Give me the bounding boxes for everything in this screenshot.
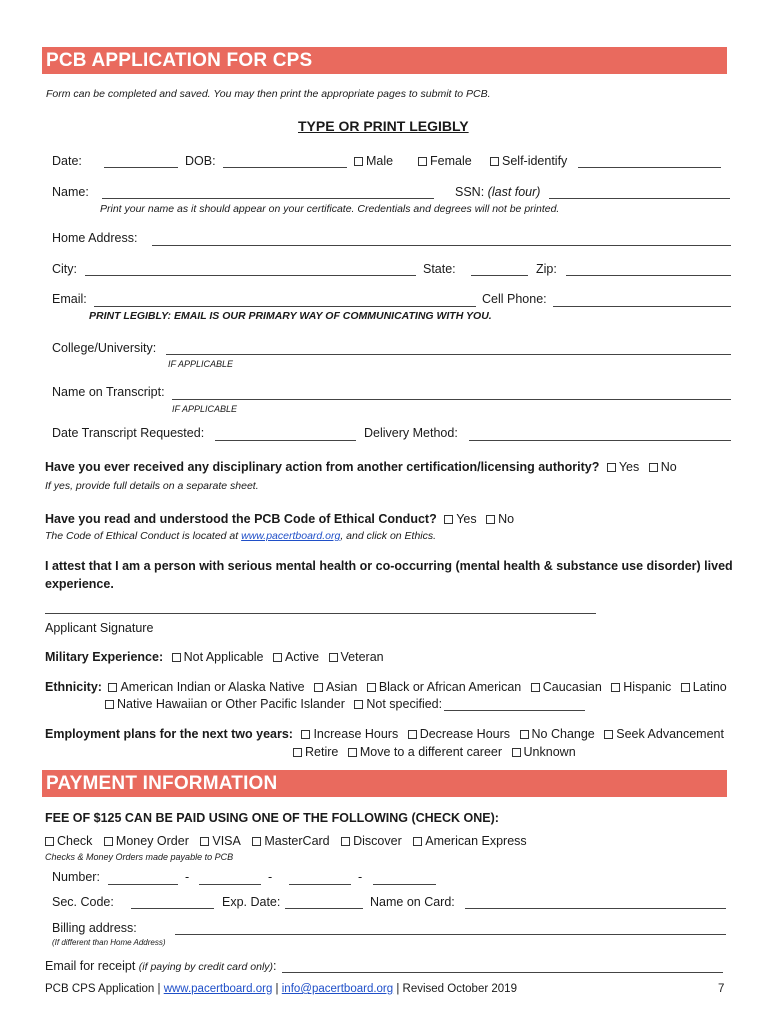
checkbox-icon [348, 748, 357, 757]
checkbox-icon [611, 683, 620, 692]
ethics-question: Have you read and understood the PCB Code of Ethical Conduct? Yes No [45, 512, 515, 526]
checkbox-icon [486, 515, 495, 524]
delivery-method-field[interactable] [469, 440, 731, 441]
card-number-part-2[interactable] [199, 884, 261, 885]
ssn-field[interactable] [549, 198, 730, 199]
method-check[interactable]: Check [45, 834, 92, 848]
not-specified-field[interactable] [444, 710, 585, 711]
dob-label: DOB: [185, 154, 216, 168]
zip-label: Zip: [536, 262, 557, 276]
billing-field[interactable] [175, 934, 726, 935]
footer-website-link[interactable]: www.pacertboard.org [163, 983, 273, 995]
dash-1: - [185, 870, 190, 884]
email-field[interactable] [94, 306, 476, 307]
self-identify-field[interactable] [578, 167, 721, 168]
number-label: Number: [52, 870, 100, 884]
ethnicity-hispanic[interactable]: Hispanic [611, 680, 671, 694]
ethics-link[interactable]: www.pacertboard.org [241, 530, 341, 542]
employment-unknown[interactable]: Unknown [512, 745, 576, 759]
checkbox-icon [512, 748, 521, 757]
checkbox-icon [200, 837, 209, 846]
name-hint: Print your name as it should appear on your certificate. Credentials and degrees will not be printed. [100, 203, 560, 215]
checkbox-icon [418, 157, 427, 166]
checkbox-icon [413, 837, 422, 846]
email-receipt-field[interactable] [282, 972, 723, 973]
exp-date-label: Exp. Date: [222, 895, 281, 909]
card-number-part-3[interactable] [289, 884, 351, 885]
fee-heading: FEE OF $125 CAN BE PAID USING ONE OF THE FOLLOWING (CHECK ONE): [45, 811, 499, 825]
checkbox-icon [490, 157, 499, 166]
checkbox-icon [293, 748, 302, 757]
checkbox-icon [273, 653, 282, 662]
transcript-name-field[interactable] [172, 399, 731, 400]
disciplinary-note: If yes, provide full details on a separate sheet. [45, 480, 259, 492]
ethnicity-latino[interactable]: Latino [681, 680, 727, 694]
ethnicity-row-1: Ethnicity: American Indian or Alaska Native Asian Black or African American Caucasian Hispanic Latino [45, 680, 727, 694]
method-discover[interactable]: Discover [341, 834, 402, 848]
cell-phone-label: Cell Phone: [482, 292, 547, 306]
email-note: PRINT LEGIBLY: EMAIL IS OUR PRIMARY WAY OF COMMUNICATING WITH YOU. [89, 310, 492, 322]
checkbox-icon [105, 700, 114, 709]
military-active[interactable]: Active [273, 650, 319, 664]
name-on-card-field[interactable] [465, 908, 726, 909]
checkbox-icon [104, 837, 113, 846]
ethics-no[interactable]: No [486, 512, 514, 526]
gender-self-identify[interactable]: Self-identify [490, 154, 567, 168]
checkbox-icon [408, 730, 417, 739]
email-receipt-label: Email for receipt (if paying by credit card only): [45, 959, 277, 973]
billing-note: (If different than Home Address) [52, 938, 166, 947]
dash-2: - [268, 870, 273, 884]
checkbox-icon [252, 837, 261, 846]
transcript-name-label: Name on Transcript: [52, 385, 165, 399]
date-label: Date: [52, 154, 82, 168]
city-label: City: [52, 262, 77, 276]
name-field[interactable] [102, 198, 434, 199]
sec-code-label: Sec. Code: [52, 895, 114, 909]
state-label: State: [423, 262, 456, 276]
military-not-applicable[interactable]: Not Applicable [172, 650, 264, 664]
name-label: Name: [52, 185, 89, 199]
payment-title: PAYMENT INFORMATION [46, 773, 278, 794]
payable-note: Checks & Money Orders made payable to PCB [45, 852, 234, 862]
dash-3: - [358, 870, 363, 884]
email-label: Email: [52, 292, 87, 306]
checkbox-icon [607, 463, 616, 472]
college-field[interactable] [166, 354, 731, 355]
footer: PCB CPS Application | www.pacertboard.org | info@pacertboard.org | Revised October 2019 [45, 983, 517, 995]
zip-field[interactable] [566, 275, 731, 276]
date-field[interactable] [104, 167, 178, 168]
ethics-yes[interactable]: Yes [444, 512, 476, 526]
ethnicity-caucasian[interactable]: Caucasian [531, 680, 602, 694]
payment-banner [42, 770, 727, 797]
employment-increase-hours[interactable]: Increase Hours [301, 727, 398, 741]
method-money-order[interactable]: Money Order [104, 834, 189, 848]
ethnicity-not-specified[interactable]: Not specified: [354, 697, 442, 711]
delivery-method-label: Delivery Method: [364, 426, 458, 440]
ssn-label: SSN: (last four) [455, 185, 541, 199]
name-on-card-label: Name on Card: [370, 895, 455, 909]
gender-male[interactable]: Male [354, 154, 393, 168]
military-row: Military Experience: Not Applicable Active Veteran [45, 650, 384, 664]
checkbox-icon [604, 730, 613, 739]
ethnicity-native-hawaiian[interactable]: Native Hawaiian or Other Pacific Islander [105, 697, 345, 711]
ethnicity-american-indian[interactable]: American Indian or Alaska Native [108, 680, 304, 694]
checkbox-icon [681, 683, 690, 692]
military-veteran[interactable]: Veteran [329, 650, 384, 664]
college-if-applicable: IF APPLICABLE [168, 359, 234, 369]
form-note: Form can be completed and saved. You may then print the appropriate pages to submit to PCB. [46, 88, 491, 100]
employment-row-2 [293, 745, 582, 759]
disciplinary-yes[interactable]: Yes [607, 460, 639, 474]
card-number-part-4[interactable] [373, 884, 436, 885]
employment-retire[interactable]: Retire [293, 745, 338, 759]
ethics-note: The Code of Ethical Conduct is located at www.pacertboard.org, and click on Ethics. [45, 530, 437, 542]
checkbox-icon [354, 700, 363, 709]
city-field[interactable] [85, 275, 416, 276]
checkbox-icon [314, 683, 323, 692]
checkbox-icon [329, 653, 338, 662]
employment-decrease-hours[interactable]: Decrease Hours [408, 727, 510, 741]
checkbox-icon [172, 653, 181, 662]
checkbox-icon [45, 837, 54, 846]
sec-code-field[interactable] [131, 908, 214, 909]
transcript-date-label: Date Transcript Requested: [52, 426, 205, 440]
employment-row-1: Employment plans for the next two years: Increase Hours Decrease Hours No Change Seek Advancement [45, 727, 724, 741]
signature-field[interactable] [45, 613, 596, 614]
checkbox-icon [354, 157, 363, 166]
home-address-field[interactable] [152, 245, 731, 246]
page-number: 7 [718, 983, 725, 995]
ethnicity-asian[interactable]: Asian [314, 680, 357, 694]
footer-email-link[interactable]: info@pacertboard.org [281, 983, 394, 995]
checkbox-icon [367, 683, 376, 692]
attest-line-1: I attest that I am a person with serious mental health or co-occurring (mental health & substance use disorder) lived [45, 559, 733, 573]
payment-methods [45, 834, 533, 848]
gender-female[interactable]: Female [418, 154, 472, 168]
transcript-date-field[interactable] [215, 440, 356, 441]
attest-line-2: experience. [45, 577, 114, 591]
employment-move-career[interactable]: Move to a different career [348, 745, 502, 759]
checkbox-icon [531, 683, 540, 692]
checkbox-icon [520, 730, 529, 739]
checkbox-icon [301, 730, 310, 739]
exp-date-field[interactable] [285, 908, 363, 909]
checkbox-icon [444, 515, 453, 524]
card-number-part-1[interactable] [108, 884, 178, 885]
method-american-express[interactable]: American Express [413, 834, 526, 848]
signature-label: Applicant Signature [45, 621, 154, 635]
dob-field[interactable] [223, 167, 347, 168]
disciplinary-no[interactable]: No [649, 460, 677, 474]
ethnicity-row-2 [105, 697, 448, 711]
method-mastercard[interactable]: MasterCard [252, 834, 329, 848]
home-address-label: Home Address: [52, 231, 138, 245]
ethnicity-black[interactable]: Black or African American [367, 680, 521, 694]
method-visa[interactable]: VISA [200, 834, 241, 848]
checkbox-icon [341, 837, 350, 846]
instruction-heading: TYPE OR PRINT LEGIBLY [298, 118, 469, 134]
page-title: PCB APPLICATION FOR CPS [46, 50, 313, 71]
checkbox-icon [649, 463, 658, 472]
billing-label: Billing address: [52, 921, 137, 935]
employment-no-change[interactable]: No Change [520, 727, 595, 741]
checkbox-icon [108, 683, 117, 692]
disciplinary-question: Have you ever received any disciplinary action from another certification/licensing authority? Yes No [45, 460, 677, 474]
cell-phone-field[interactable] [553, 306, 731, 307]
transcript-if-applicable: IF APPLICABLE [172, 404, 238, 414]
employment-seek-advancement[interactable]: Seek Advancement [604, 727, 724, 741]
college-label: College/University: [52, 341, 157, 355]
state-field[interactable] [471, 275, 528, 276]
title-banner [42, 47, 727, 74]
